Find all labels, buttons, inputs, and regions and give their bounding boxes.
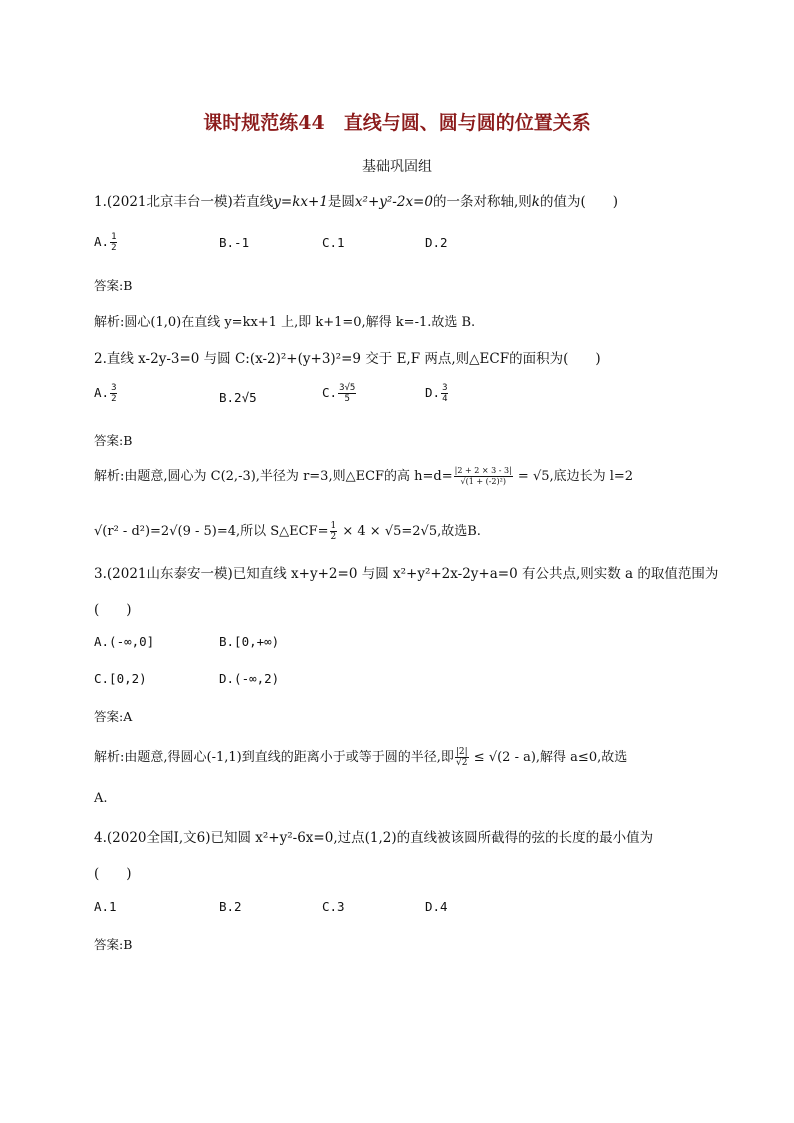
question-3-line-2: ( ) — [94, 602, 132, 618]
q3-option-d: D.(-∞,2) — [219, 671, 280, 686]
q2-option-c-fraction — [338, 383, 356, 404]
q2-analysis-2-text: √(r² - d²)=2√(9 - 5)=4,所以 S△ECF= — [94, 524, 329, 539]
q3-option-c: C.[0,2) — [94, 671, 147, 686]
q3-option-b: B.[0,+∞) — [219, 634, 280, 649]
q3-answer: 答案:A — [94, 709, 133, 724]
section-heading: 基础巩固组 — [362, 159, 432, 175]
q4-option-b: B.2 — [219, 899, 242, 914]
q3-analysis-fraction — [455, 747, 469, 768]
question-2: 2.直线 x-2y-3=0 与圆 C:(x-2)²+(y+3)²=9 交于 E,F 两点,则△ECF的面积为( ) — [94, 351, 601, 367]
q1-option-a-fraction — [110, 232, 117, 253]
q2-option-a-label: A. — [94, 385, 110, 400]
question-4-line-2: ( ) — [94, 866, 132, 882]
q1-option-a-num: 1 — [111, 232, 117, 242]
q3-analysis-pre: 解析:由题意,得圆心(-1,1)到直线的距离小于或等于圆的半径,即 — [94, 750, 454, 765]
q4-answer: 答案:B — [94, 937, 133, 952]
q2-option-a-den: 2 — [111, 394, 117, 404]
q2-analysis-1-fraction — [454, 466, 513, 487]
page-title: 课时规范练44 直线与圆、圆与圆的位置关系 — [203, 112, 591, 134]
q1-option-a — [94, 232, 118, 253]
q1-end: 的值为( ) — [539, 194, 618, 210]
q1-circle-eq: x²+y²-2x=0 — [354, 194, 433, 210]
q2-option-b: B.2√5 — [219, 390, 257, 405]
q1-line-eq: y=kx+1 — [273, 194, 328, 210]
q2-option-c — [322, 383, 357, 404]
q2-analysis-1-pre: 解析:由题意,圆心为 C(2,-3),半径为 r=3,则△ECF的高 h=d= — [94, 469, 453, 484]
q4-option-a: A.1 — [94, 899, 117, 914]
q2-analysis-1-post: = √5,底边长为 l=2 — [513, 469, 634, 484]
q2-option-a-fraction — [110, 383, 117, 404]
q2-option-c-label: C. — [322, 385, 338, 400]
q2-option-c-num: 3√5 — [339, 383, 356, 393]
q2-analysis-1-num: |2 + 2 × 3 - 3| — [454, 466, 512, 475]
q1-mid: 是圆 — [327, 194, 355, 210]
question-4-line-1: 4.(2020全国Ⅰ,文6)已知圆 x²+y²-6x=0,过点(1,2)的直线被该圆所截得的弦的长度的最小值为 — [94, 830, 654, 846]
q2-analysis-2-num: 1 — [330, 521, 337, 531]
q1-option-a-label: A. — [94, 234, 110, 249]
q3-analysis-post: ≤ √(2 - a),解得 a≤0,故选 — [469, 750, 628, 765]
q2-option-a — [94, 383, 118, 404]
q2-option-d-num: 3 — [442, 383, 448, 393]
q2-analysis-line-1 — [94, 465, 633, 487]
question-1 — [94, 190, 618, 210]
q2-option-d — [425, 383, 449, 404]
q2-option-d-den: 4 — [442, 394, 448, 404]
q2-option-d-label: D. — [425, 385, 441, 400]
q2-analysis-2-post: × 4 × √5=2√5,故选B. — [338, 524, 481, 539]
q1-tail: 的一条对称轴,则 — [432, 194, 532, 210]
q2-analysis-line-2 — [94, 520, 481, 542]
q2-option-a-num: 3 — [111, 383, 117, 393]
q3-option-a: A.(-∞,0] — [94, 634, 155, 649]
q1-option-b: B.-1 — [219, 235, 250, 250]
q2-analysis-2-fraction — [330, 521, 338, 542]
q3-analysis-line-2: A. — [94, 791, 108, 806]
q3-analysis-num: |2| — [455, 747, 468, 757]
question-3-line-1: 3.(2021山东泰安一模)已知直线 x+y+2=0 与圆 x²+y²+2x-2y+a=0 有公共点,则实数 a 的取值范围为 — [94, 566, 719, 582]
q2-answer: 答案:B — [94, 433, 133, 448]
q3-analysis-den: √2 — [456, 758, 468, 768]
q1-option-c: C.1 — [322, 235, 345, 250]
q4-option-d: D.4 — [425, 899, 448, 914]
q2-analysis-2-den: 2 — [330, 532, 337, 542]
q1-option-a-den: 2 — [111, 243, 117, 253]
q4-option-c: C.3 — [322, 899, 345, 914]
q2-analysis-1-den: √(1 + (-2)²) — [460, 477, 506, 486]
q1-answer: 答案:B — [94, 278, 133, 293]
q1-prefix: 1.(2021北京丰台一模)若直线 — [94, 194, 274, 210]
q2-option-c-den: 5 — [344, 394, 350, 404]
q1-k: k — [531, 194, 540, 210]
q3-analysis-line-1 — [94, 746, 627, 768]
q1-analysis: 解析:圆心(1,0)在直线 y=kx+1 上,即 k+1=0,解得 k=-1.故选 B. — [94, 315, 476, 330]
q1-option-d: D.2 — [425, 235, 448, 250]
q2-option-d-fraction — [441, 383, 448, 404]
